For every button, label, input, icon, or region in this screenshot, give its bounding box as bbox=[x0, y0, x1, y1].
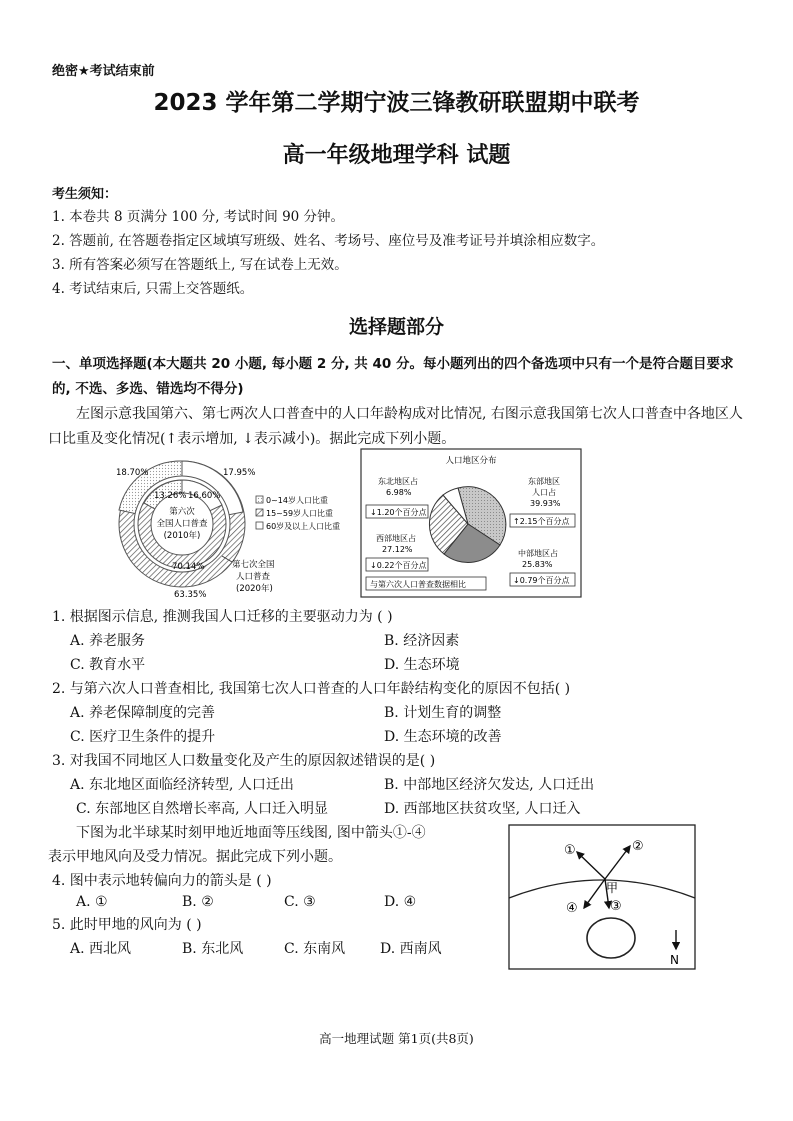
outer-label: 人口普查 bbox=[236, 572, 271, 582]
east-label: 39.93% bbox=[530, 499, 561, 508]
option-b[interactable]: B. 计划生育的调整 bbox=[384, 705, 502, 721]
central-label: 中部地区占 bbox=[518, 549, 558, 558]
region-figure-title: 人口地区分布 bbox=[445, 456, 497, 466]
center-label: (2010年) bbox=[163, 531, 201, 541]
pct-label: 17.95% bbox=[223, 468, 256, 478]
option-d[interactable]: D. 西部地区扶贫攻坚, 人口迁入 bbox=[384, 801, 581, 817]
option-c[interactable]: C. ③ bbox=[284, 894, 316, 910]
center-label: 全国人口普查 bbox=[156, 519, 208, 529]
intro-paragraph: 左图示意我国第六、第七两次人口普查中的人口年龄构成对比情况, 右图示意我国第七次人口普查中各地区人口比重及变化情况(↑表示增加, ↓表示减小)。据此完成下列小题。 bbox=[48, 406, 743, 447]
east-label: 东部地区 bbox=[528, 477, 560, 486]
low-pressure-center bbox=[587, 918, 635, 958]
section-instructions: 一、单项选择题(本大题共 20 小题, 每小题 2 分, 共 40 分。每小题列出的四个备选项中只有一个是符合题目要求的, 不选、多选、错选均不得分) bbox=[52, 356, 734, 397]
option-b[interactable]: B. 东北风 bbox=[182, 941, 244, 957]
outer-label: (2020年) bbox=[236, 584, 273, 594]
option-c[interactable]: C. 东南风 bbox=[284, 941, 346, 957]
option-a[interactable]: A. 养老保障制度的完善 bbox=[70, 705, 216, 721]
notes-heading: 考生须知： bbox=[52, 187, 118, 202]
pct-label: 13.26% bbox=[154, 491, 187, 501]
outer-label: 第七次全国 bbox=[232, 560, 275, 570]
west-label: 西部地区占 bbox=[376, 534, 416, 543]
legend-label: 15~59岁人口比重 bbox=[266, 509, 334, 518]
option-a[interactable]: A. 东北地区面临经济转型, 人口迁出 bbox=[70, 777, 294, 793]
east-change: ↑2.15个百分点 bbox=[513, 517, 570, 526]
option-b[interactable]: B. ② bbox=[182, 894, 214, 910]
west-change: ↓0.22个百分点 bbox=[370, 561, 427, 570]
option-d[interactable]: D. 生态环境的改善 bbox=[384, 729, 502, 745]
exam-subtitle: 高一年级地理学科 试题 bbox=[282, 143, 511, 168]
option-a[interactable]: A. ① bbox=[76, 894, 108, 910]
legend-swatch bbox=[256, 496, 263, 503]
section-title: 选择题部分 bbox=[348, 316, 444, 338]
central-label: 25.83% bbox=[522, 560, 553, 569]
west-label: 27.12% bbox=[382, 545, 413, 554]
legend-label: 0~14岁人口比重 bbox=[266, 496, 328, 505]
legend-swatch bbox=[256, 522, 263, 529]
north-label: N bbox=[670, 953, 679, 967]
pct-label: 16.60% bbox=[188, 491, 221, 501]
region-footnote: 与第六次人口普查数据相比 bbox=[370, 580, 466, 589]
central-change: ↓0.79个百分点 bbox=[513, 576, 570, 585]
option-d[interactable]: D. 西南风 bbox=[380, 941, 442, 957]
question-stem: 1. 根据图示信息, 推测我国人口迁移的主要驱动力为 ( ) bbox=[52, 609, 393, 625]
option-c[interactable]: C. 教育水平 bbox=[70, 657, 146, 673]
east-label: 人口占 bbox=[532, 488, 556, 497]
option-d[interactable]: D. 生态环境 bbox=[384, 657, 460, 673]
intro2-line: 表示甲地风向及受力情况。据此完成下列小题。 bbox=[48, 849, 342, 865]
question-stem: 4. 图中表示地转偏向力的箭头是 ( ) bbox=[52, 873, 272, 889]
exam-title: 2023 学年第二学期宁波三锋教研联盟期中联考 bbox=[153, 90, 640, 116]
arrow-label: ③ bbox=[610, 899, 622, 914]
legend-swatch bbox=[256, 509, 263, 516]
arrow-label: ② bbox=[632, 839, 644, 854]
place-label: 甲 bbox=[606, 881, 619, 895]
note-item: 2. 答题前, 在答题卷指定区域填写班级、姓名、考场号、座位号及准考证号并填涂相应数字。 bbox=[52, 233, 605, 249]
note-item: 1. 本卷共 8 页满分 100 分, 考试时间 90 分钟。 bbox=[52, 209, 345, 225]
note-item: 3. 所有答案必须写在答题纸上, 写在试卷上无效。 bbox=[52, 257, 348, 273]
option-a[interactable]: A. 养老服务 bbox=[70, 633, 146, 649]
question-stem: 2. 与第六次人口普查相比, 我国第七次人口普查的人口年龄结构变化的原因不包括( ) bbox=[52, 681, 571, 697]
age-structure-figure bbox=[110, 452, 360, 600]
option-a[interactable]: A. 西北风 bbox=[70, 941, 132, 957]
arrow-label: ① bbox=[564, 843, 576, 858]
arrow-label: ④ bbox=[566, 901, 578, 916]
intro2-line: 下图为北半球某时刻甲地近地面等压线图, 图中箭头①-④ bbox=[76, 825, 426, 841]
confidential-mark: 绝密★考试结束前 bbox=[52, 64, 155, 79]
option-b[interactable]: B. 中部地区经济欠发达, 人口迁出 bbox=[384, 777, 595, 793]
northeast-label: 东北地区占 bbox=[378, 477, 418, 486]
region-distribution-figure bbox=[360, 448, 582, 598]
option-d[interactable]: D. ④ bbox=[384, 894, 417, 910]
option-b[interactable]: B. 经济因素 bbox=[384, 633, 460, 649]
pct-label: 63.35% bbox=[174, 590, 207, 600]
option-c[interactable]: C. 医疗卫生条件的提升 bbox=[70, 729, 216, 745]
page-footer: 高一地理试题 第1页(共8页) bbox=[319, 1031, 474, 1046]
northeast-label: 6.98% bbox=[386, 488, 412, 497]
center-label: 第六次 bbox=[169, 507, 195, 517]
legend-label: 60岁及以上人口比重 bbox=[266, 522, 341, 531]
question-stem: 3. 对我国不同地区人口数量变化及产生的原因叙述错误的是( ) bbox=[52, 753, 436, 769]
option-c[interactable]: C. 东部地区自然增长率高, 人口迁入明显 bbox=[76, 801, 329, 817]
northeast-change: ↓1.20个百分点 bbox=[370, 508, 427, 517]
question-stem: 5. 此时甲地的风向为 ( ) bbox=[52, 917, 202, 933]
note-item: 4. 考试结束后, 只需上交答题纸。 bbox=[52, 281, 254, 297]
pct-label: 18.70% bbox=[116, 468, 149, 478]
isobar-figure bbox=[508, 824, 696, 970]
pct-label: 70.14% bbox=[172, 562, 205, 572]
